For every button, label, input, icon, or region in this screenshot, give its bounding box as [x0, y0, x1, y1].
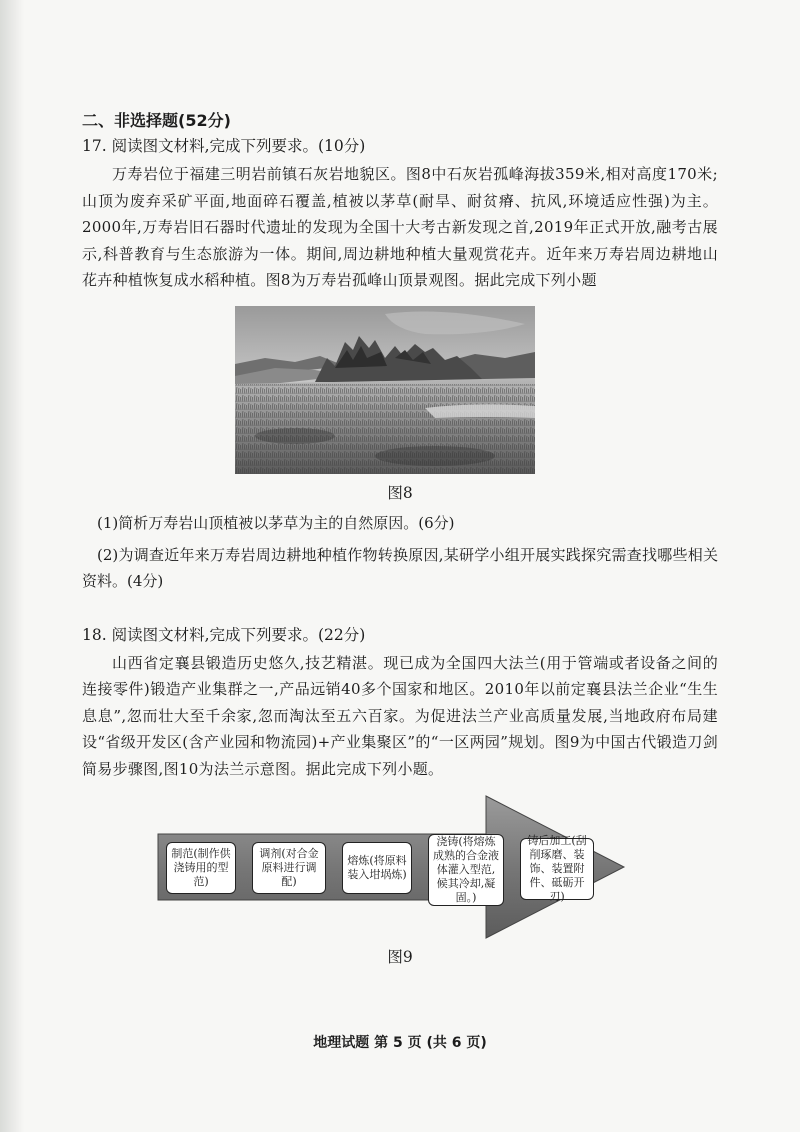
- page-edge-shadow: [0, 0, 24, 1132]
- figure-8-photo: [235, 306, 535, 474]
- section-title: 二、非选择题(52分): [82, 111, 231, 130]
- question-18: [82, 624, 718, 969]
- question-17-heading: 17. 阅读图文材料,完成下列要求。(10分): [82, 137, 366, 155]
- flow-step-4: 浇铸(将熔炼成熟的合金液体灌入型范,候其冷却,凝固。): [428, 834, 504, 906]
- flow-step-1: 制范(制作供浇铸用的型范): [166, 842, 236, 894]
- page-footer: 地理试题 第 5 页 (共 6 页): [313, 1035, 487, 1051]
- question-17-sub-2: (2)为调查近年来万寿岩周边耕地种植作物转换原因,某研学小组开展实践探究需查找哪些相关资料。(4分): [82, 545, 718, 590]
- mountain-landscape-image: [235, 306, 535, 474]
- exam-page-content: [82, 110, 718, 968]
- flow-step-2: 调剂(对合金原料进行调配): [252, 842, 326, 894]
- question-17: [82, 135, 718, 594]
- question-18-material: 山西省定襄县锻造历史悠久,技艺精湛。现已成为全国四大法兰(用于管端或者设备之间的连接零件)锻造产业集群之一,产品远销40多个国家和地区。2010年以前定襄县法兰企业“生生息息”,忽而壮大至千余家,忽而淘汰至五六百家。为促进法兰产业高质量发展,当地政府布局建设“省级开发区(含产业园和物流园)+产业集聚区”的“一区两园”规划。图9为中国古代锻造刀剑简易步骤图,图10为法兰示意图。据此完成下列小题。: [82, 653, 718, 778]
- question-17-sub-1: (1)简析万寿岩山顶植被以茅草为主的自然原因。(6分): [97, 513, 455, 532]
- figure-8-caption: 图8: [387, 483, 413, 502]
- figure-9-caption: 图9: [387, 948, 413, 966]
- flow-step-3: 熔炼(将原料装入坩埚炼): [342, 842, 412, 894]
- question-18-heading: 18. 阅读图文材料,完成下列要求。(22分): [82, 625, 366, 644]
- flow-step-5: 铸后加工(刮削琢磨、装饰、装置附件、砥砺开刃): [520, 838, 594, 900]
- figure-9-flowchart: [156, 794, 626, 940]
- question-17-material: 万寿岩位于福建三明岩前镇石灰岩地貌区。图8中石灰岩孤峰海拔359米,相对高度170米;山顶为废弃采矿平面,地面碎石覆盖,植被以茅草(耐旱、耐贫瘠、抗风,环境适应性强)为主。2000年,万寿岩旧石器时代遗址的发现为全国十大考古新发现之首,2019年正式开放,融考古展示,科普教育与生态旅游为一体。期间,周边耕地种植大量观赏花卉。近年来万寿岩周边耕地山花卉种植恢复成水稻种植。图8为万寿岩孤峰山顶景观图。据此完成下列小题: [82, 165, 718, 289]
